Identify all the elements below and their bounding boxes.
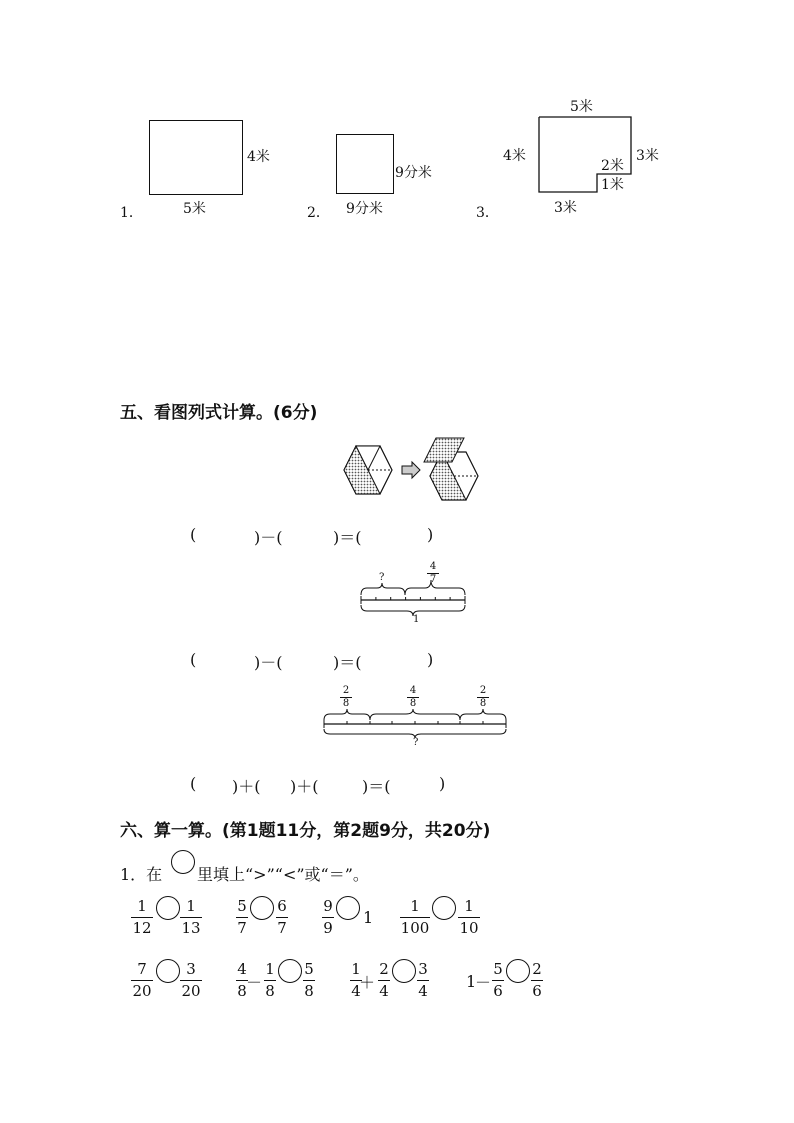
- r2e2-operator: －: [246, 973, 263, 992]
- q1-suffix: 里填上“>”“<”或“＝”。: [197, 865, 369, 884]
- shape-3-index: 3．: [476, 205, 499, 221]
- shape-2-index: 2．: [307, 205, 330, 221]
- eq1-part-2: )＝(: [333, 528, 362, 547]
- diagram-2-question: ?: [379, 572, 385, 583]
- eq1-part-0: (: [190, 525, 197, 544]
- diagram-3-fraction-1: 2 8: [340, 686, 352, 709]
- r2e1-fraction-a: 7 20: [132, 960, 152, 1000]
- eq3-part-2: )＋(: [290, 777, 319, 796]
- compare-circle[interactable]: [506, 959, 530, 983]
- eq3-part-4: ): [439, 774, 446, 793]
- shape-2-bottom-label: 9分米: [346, 201, 383, 217]
- eq2-part-0: (: [190, 650, 197, 669]
- r2e4-whole: 1: [466, 972, 477, 991]
- question-1-instruction: [120, 862, 162, 885]
- compare-circle[interactable]: [392, 959, 416, 983]
- shape-3-step-width-label: 1米: [601, 177, 624, 193]
- shape-2-side-label: 9分米: [395, 165, 432, 181]
- shape-3-bottom-label: 3米: [554, 200, 577, 216]
- shape-1-side-label: 4米: [247, 149, 270, 165]
- diagram-3-question: ?: [413, 737, 419, 748]
- compare-circle[interactable]: [250, 896, 274, 920]
- r2e4-operator: －: [475, 973, 492, 992]
- diagram-3-fraction-2: 4 8: [407, 686, 419, 709]
- r1e1-fraction-a: 1 12: [132, 897, 152, 937]
- r1e2-fraction-a: 5 7: [237, 897, 247, 937]
- r2e2-fraction-a: 4 8: [237, 960, 247, 1000]
- eq1-part-3: ): [427, 525, 434, 544]
- eq3-part-1: )＋(: [232, 777, 261, 796]
- compare-circle[interactable]: [336, 896, 360, 920]
- r1e4-fraction-a: 1 100: [400, 897, 430, 937]
- r2e3-fraction-c: 3 4: [418, 960, 428, 1000]
- diagram-2-fraction: 4 7: [427, 562, 439, 585]
- shape-3-top-label: 5米: [570, 99, 593, 115]
- shape-1-index: 1．: [120, 205, 143, 221]
- r1e3-fraction-a: 9 9: [323, 897, 333, 937]
- shape-3-left-label: 4米: [503, 148, 526, 164]
- r2e2-fraction-b: 1 8: [265, 960, 275, 1000]
- r2e4-fraction-a: 5 6: [493, 960, 503, 1000]
- r2e1-fraction-b: 3 20: [181, 960, 201, 1000]
- eq2-part-1: )－(: [254, 653, 283, 672]
- diagram-2-total: 1: [413, 614, 420, 625]
- shape-1-bottom-label: 5米: [183, 201, 206, 217]
- shape-1-rectangle: [149, 120, 243, 195]
- section-5-heading: 五、看图列式计算。(6分): [120, 403, 318, 423]
- shape-3-step-height-label: 2米: [601, 158, 624, 174]
- compare-circle[interactable]: [278, 959, 302, 983]
- compare-circle[interactable]: [432, 896, 456, 920]
- eq2-part-3: ): [427, 650, 434, 669]
- compare-circle[interactable]: [156, 896, 180, 920]
- r2e3-fraction-a: 1 4: [351, 960, 361, 1000]
- r1e3-whole-b: 1: [363, 908, 374, 927]
- eq1-part-1: )－(: [254, 528, 283, 547]
- section-6-heading: 六、算一算。(第1题11分，第2题9分，共20分): [120, 821, 491, 841]
- r2e3-operator: ＋: [359, 973, 376, 992]
- r1e2-fraction-b: 6 7: [277, 897, 287, 937]
- r2e2-fraction-c: 5 8: [304, 960, 314, 1000]
- r2e3-fraction-b: 2 4: [379, 960, 389, 1000]
- eq2-part-2: )＝(: [333, 653, 362, 672]
- instruction-circle: [171, 850, 195, 874]
- q1-prefix: 1．在: [120, 865, 163, 884]
- eq3-part-0: (: [190, 774, 197, 793]
- shape-2-square: [336, 134, 394, 194]
- diagram-3-fraction-3: 2 8: [477, 686, 489, 709]
- hexagon-diagram: [336, 432, 496, 504]
- shape-3-right-label: 3米: [636, 148, 659, 164]
- eq3-part-3: )＝(: [362, 777, 391, 796]
- compare-circle[interactable]: [156, 959, 180, 983]
- r1e1-fraction-b: 1 13: [181, 897, 201, 937]
- r2e4-fraction-c: 2 6: [532, 960, 542, 1000]
- r1e4-fraction-b: 1 10: [459, 897, 479, 937]
